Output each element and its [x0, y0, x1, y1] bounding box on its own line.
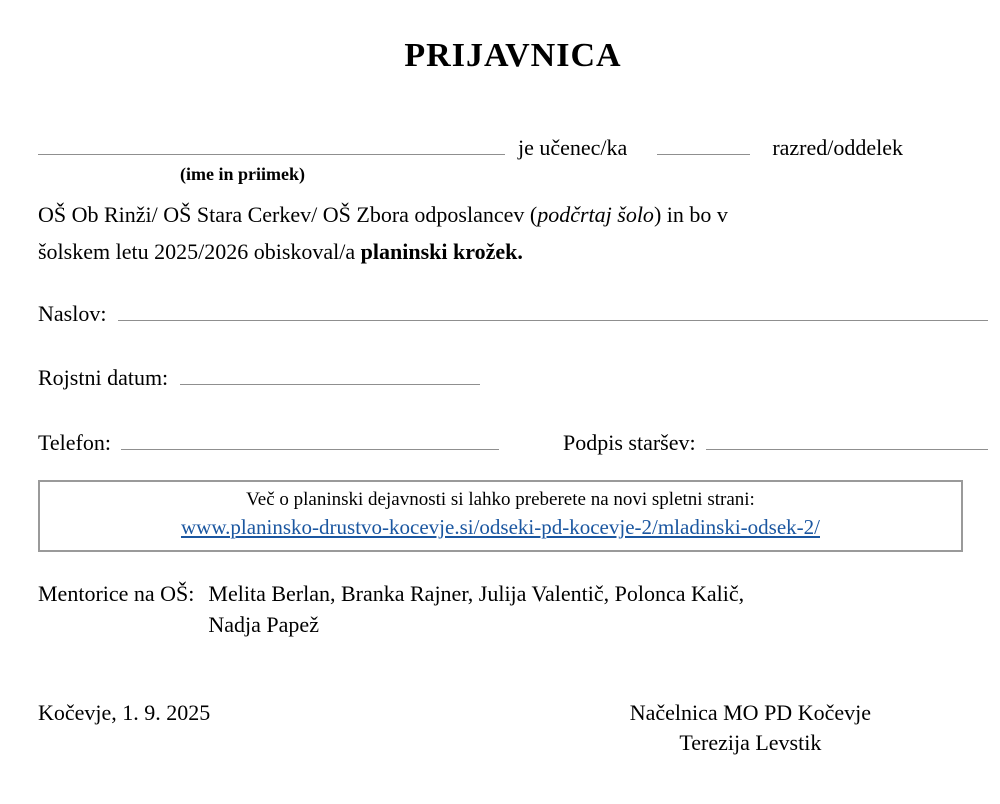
- class-blank-line: [657, 130, 750, 155]
- class-text: razred/oddelek: [772, 135, 904, 160]
- mentors-label: Mentorice na OŠ:: [38, 581, 195, 606]
- phone-signature-row: [38, 425, 988, 457]
- signatory-role: Načelnica MO PD Kočevje: [629, 700, 871, 725]
- name-caption: (ime in priimek): [180, 164, 305, 184]
- website-link[interactable]: www.planinsko-drustvo-kocevje.si/odseki-pd-kocevje-2/mladinski-odsek-2/: [180, 515, 820, 539]
- mentors-names: [208, 578, 744, 640]
- signature-label: Podpis staršev:: [562, 430, 696, 455]
- place-date: Kočevje, 1. 9. 2025: [38, 700, 211, 725]
- paragraph-seg3: šolskem letu 2025/2026 obiskoval/a: [38, 239, 361, 264]
- phone-blank-line: [121, 425, 499, 450]
- phone-label: Telefon:: [38, 430, 111, 455]
- paragraph-italic: podčrtaj šolo: [537, 202, 654, 227]
- mentors-line1: Melita Berlan, Branka Rajner, Julija Valentič, Polonca Kalič,: [208, 581, 745, 606]
- page-title: PRIJAVNICA: [404, 37, 622, 74]
- mentors-line2: Nadja Papež: [208, 612, 319, 637]
- footer: [38, 698, 988, 758]
- mentors-block: [38, 578, 988, 640]
- birth-date-label: Rojstni datum:: [38, 365, 169, 390]
- birth-date-blank-line: [180, 360, 480, 385]
- signature-blank-line: [706, 425, 988, 450]
- info-box-text: Več o planinski dejavnosti si lahko preberete na novi spletni strani:: [246, 489, 755, 510]
- paragraph-bold: planinski krožek.: [360, 239, 523, 264]
- address-row: [38, 296, 988, 328]
- paragraph-seg1: OŠ Ob Rinži/ OŠ Stara Cerkev/ OŠ Zbora odposlancev (: [38, 202, 538, 227]
- signatory-block: [630, 698, 871, 758]
- student-name-row: [38, 130, 988, 162]
- student-text: je učenec/ka: [518, 135, 628, 160]
- birth-date-row: [38, 360, 988, 392]
- address-blank-line: [118, 296, 988, 321]
- signatory-name: Terezija Levstik: [679, 730, 822, 755]
- info-box: [38, 480, 963, 552]
- address-label: Naslov:: [38, 301, 107, 326]
- name-blank-line: [38, 130, 505, 155]
- paragraph-seg2: ) in bo v: [653, 202, 728, 227]
- school-paragraph: [38, 196, 978, 270]
